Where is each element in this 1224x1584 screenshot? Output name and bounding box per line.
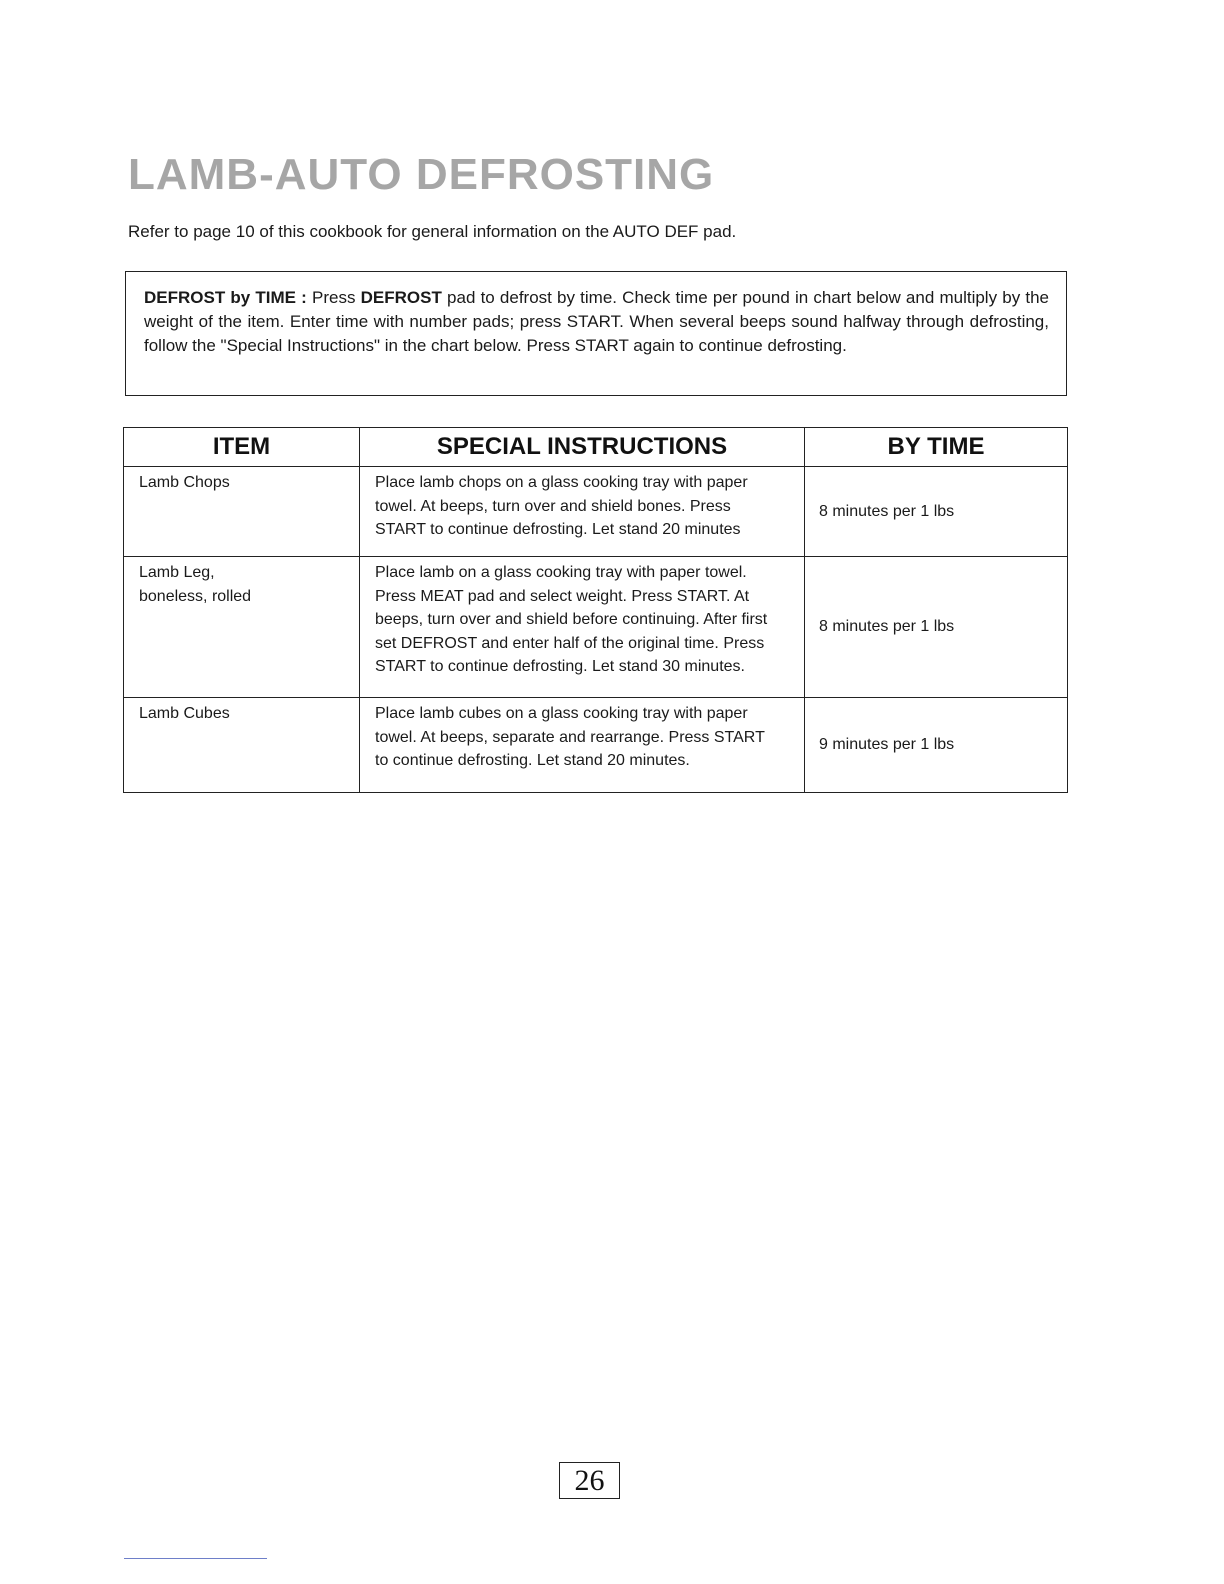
instruction-line: Place lamb chops on a glass cooking tray with paper bbox=[375, 474, 748, 491]
instruction-line: START to continue defrosting. Let stand 20 minutes bbox=[375, 521, 741, 538]
time-value: 9 minutes per 1 lbs bbox=[819, 736, 955, 754]
item-name: Lamb Cubes bbox=[139, 705, 230, 722]
instruction-line: START to continue defrosting. Let stand 30 minutes. bbox=[375, 658, 745, 675]
instructions-cell bbox=[360, 698, 805, 793]
defrost-text-2: pad to defrost by time. Check time per pound in chart below and multiply by the weight of the item. Enter time with number pads; press START. When several beeps sound halfway through defrosting, follow the "Special Instructions" in the chart below. Press START again to continue defrosting. bbox=[144, 288, 1050, 355]
item-name: Lamb Leg, bbox=[139, 564, 215, 581]
instructions-cell bbox=[360, 557, 805, 698]
page-title: LAMB-AUTO DEFROSTING bbox=[128, 150, 715, 199]
instruction-line: towel. At beeps, separate and rearrange. Press START bbox=[375, 728, 765, 746]
header-by-time: BY TIME bbox=[805, 428, 1068, 467]
time-cell bbox=[805, 467, 1068, 557]
item-name: Lamb Chops bbox=[139, 474, 230, 491]
intro-text: Refer to page 10 of this cookbook for general information on the AUTO DEF pad. bbox=[128, 222, 737, 241]
instruction-line: Press MEAT pad and select weight. Press START. At bbox=[375, 587, 750, 605]
time-value: 8 minutes per 1 lbs bbox=[819, 618, 955, 636]
defrost-text-1: Press bbox=[306, 288, 361, 307]
footer-rule bbox=[124, 1558, 267, 1559]
defrost-pad-name: DEFROST bbox=[360, 288, 442, 307]
chart-header-row bbox=[124, 428, 1068, 467]
item-cell bbox=[124, 467, 360, 557]
header-special-instructions: SPECIAL INSTRUCTIONS bbox=[360, 428, 805, 467]
instruction-line: to continue defrosting. Let stand 20 minutes. bbox=[375, 752, 690, 769]
instruction-line: beeps, turn over and shield before continuing. After first bbox=[375, 611, 768, 628]
page-number: 26 bbox=[559, 1462, 620, 1499]
instructions-cell bbox=[360, 467, 805, 557]
header-item: ITEM bbox=[124, 428, 360, 467]
item-name: boneless, rolled bbox=[139, 587, 252, 605]
table-row bbox=[124, 698, 1068, 793]
table-row bbox=[124, 557, 1068, 698]
instruction-line: Place lamb on a glass cooking tray with paper towel. bbox=[375, 564, 747, 581]
defrost-by-time-box bbox=[125, 271, 1067, 396]
item-cell bbox=[124, 557, 360, 698]
time-cell bbox=[805, 698, 1068, 793]
instruction-line: Place lamb cubes on a glass cooking tray with paper bbox=[375, 705, 748, 722]
defrost-label: DEFROST by TIME : bbox=[144, 288, 307, 307]
defrost-chart bbox=[123, 427, 1068, 793]
instruction-line: set DEFROST and enter half of the original time. Press bbox=[375, 634, 765, 652]
item-cell bbox=[124, 698, 360, 793]
instruction-line: towel. At beeps, turn over and shield bones. Press bbox=[375, 497, 731, 515]
table-row bbox=[124, 467, 1068, 557]
time-cell bbox=[805, 557, 1068, 698]
time-value: 8 minutes per 1 lbs bbox=[819, 502, 955, 520]
